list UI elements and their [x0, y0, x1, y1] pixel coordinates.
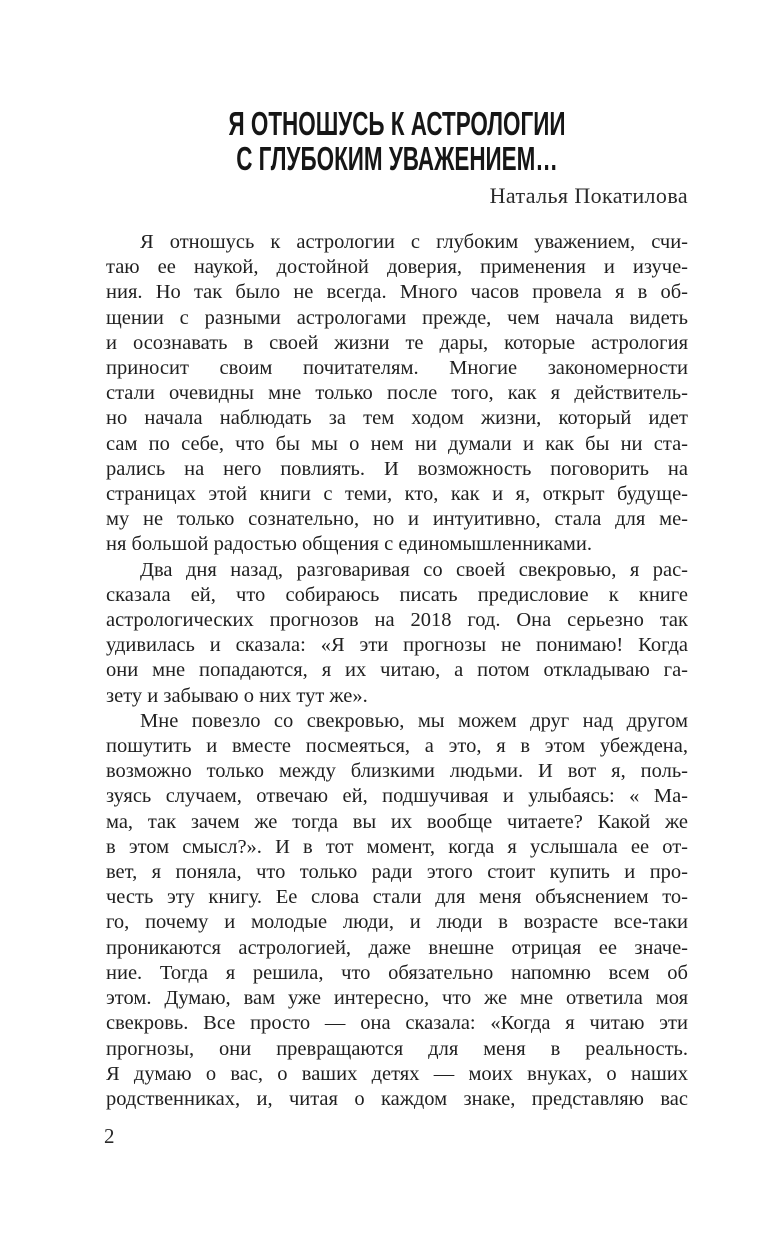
paragraph	[106, 230, 688, 558]
text-line: ня большой радостью общения с единомышленниками.	[106, 533, 592, 556]
text-line: Мне повезло со свекровью, мы можем друг над другом	[140, 709, 688, 732]
author-byline: Наталья Покатилова	[489, 183, 688, 208]
page-number: 2	[104, 1124, 115, 1148]
text-line: таю ее наукой, достойной доверия, применения и изуче-	[106, 256, 688, 279]
text-line: возможно только между близкими людьми. И вот я, поль-	[106, 760, 688, 783]
text-line: честь эту книгу. Ее слова стали для меня объяснением то-	[106, 886, 688, 909]
text-line: вет, я поняла, что только ради этого стоит купить и про-	[106, 861, 688, 884]
text-line: приносит своим почитателям. Многие закономерности	[106, 357, 688, 380]
text-line: зуясь случаем, отвечаю ей, подшучивая и улыбаясь: « Ма-	[106, 785, 688, 808]
text-line: му не только сознательно, но и интуитивно, стала для ме-	[106, 508, 688, 531]
chapter-title	[106, 106, 688, 176]
text-line: они мне попадаются, я их читаю, а потом откладываю га-	[106, 659, 688, 682]
paragraph	[106, 558, 688, 709]
text-line: в этом смысл?». И в тот момент, когда я услышала ее от-	[106, 835, 688, 858]
body-text	[106, 230, 688, 1112]
text-line: ма, так зачем же тогда вы их вообще читаете? Какой же	[106, 810, 688, 833]
text-line: свекровь. Все просто — она сказала: «Когда я читаю эти	[106, 1012, 688, 1035]
text-line: Я думаю о вас, о ваших детях — моих внуках, о наших	[106, 1062, 688, 1085]
text-line: стали очевидны мне только после того, как я действитель-	[106, 382, 688, 405]
text-line: пошутить и вместе посмеяться, а это, я в этом убеждена,	[106, 735, 688, 758]
text-line: страницах этой книги с теми, кто, как и я, открыт будуще-	[106, 483, 688, 506]
text-column	[106, 106, 688, 1112]
text-line: сказала ей, что собираюсь писать предисловие к книге	[106, 583, 688, 606]
text-line: но начала наблюдать за тем ходом жизни, который идет	[106, 407, 688, 430]
text-line: сам по себе, что бы мы о нем ни думали и как бы ни ста-	[106, 432, 688, 455]
text-line: рались на него повлиять. И возможность поговорить на	[106, 457, 688, 480]
text-line: Я отношусь к астрологии с глубоким уважением, счи-	[140, 231, 688, 253]
text-line: прогнозы, они превращаются для меня в реальность.	[106, 1037, 688, 1060]
text-line: проникаются астрологией, даже внешне отрицая ее значе-	[106, 936, 688, 959]
text-line: астрологических прогнозов на 2018 год. Она серьезно так	[106, 609, 688, 632]
text-line: родственниках, и, читая о каждом знаке, представляю вас	[106, 1087, 688, 1110]
text-line: и осознавать в своей жизни те дары, которые астрология	[106, 331, 688, 354]
chapter-title-line-2: С ГЛУБОКИМ УВАЖЕНИЕМ…	[236, 140, 558, 177]
chapter-title-line-1: Я ОТНОШУСЬ К АСТРОЛОГИИ	[228, 105, 566, 142]
text-line: ния. Но так было не всегда. Много часов провела я в об-	[106, 281, 688, 304]
text-line: удивилась и сказала: «Я эти прогнозы не понимаю! Когда	[106, 634, 688, 657]
paragraph	[106, 709, 688, 1112]
text-line: го, почему и молодые люди, и люди в возрасте все-таки	[106, 911, 688, 934]
text-line: Два дня назад, разговаривая со своей свекровью, я рас-	[140, 558, 688, 581]
text-line: ние. Тогда я решила, что обязательно напомню всем об	[106, 961, 688, 984]
text-line: щении с разными астрологами прежде, чем начала видеть	[106, 306, 688, 329]
text-line: зету и забываю о них тут же».	[106, 684, 368, 707]
text-line: этом. Думаю, вам уже интересно, что же мне ответила моя	[106, 987, 688, 1010]
